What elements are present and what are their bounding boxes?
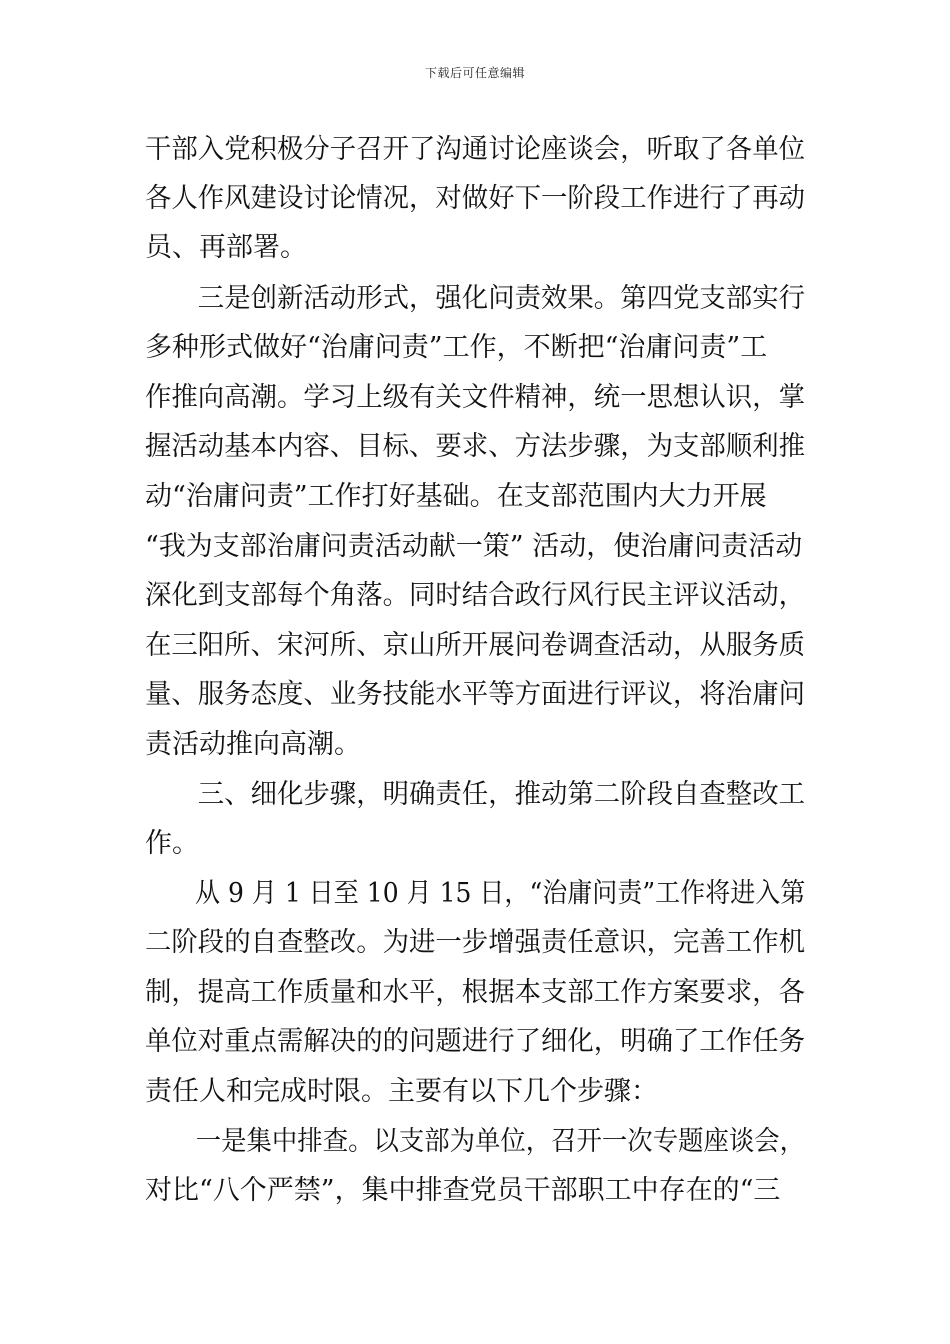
body-line: 三、细化步骤，明确责任，推动第二阶段自查整改工	[145, 779, 805, 810]
body-line: 动“治庸问责”工作打好基础。在支部范围内大力开展	[145, 481, 767, 512]
body-line: 二阶段的自查整改。为进一步增强责任意识，完善工作机	[145, 927, 805, 958]
body-line: 员、再部署。	[145, 232, 307, 263]
body-line: 责活动推向高潮。	[145, 729, 361, 760]
body-line: 多种形式做好“治庸问责”工作，不断把“治庸问责”工	[145, 332, 768, 363]
body-line: 作推向高潮。学习上级有关文件精神，统一思想认识，掌	[145, 382, 805, 413]
body-line: 各人作风建设讨论情况，对做好下一阶段工作进行了再动	[145, 183, 805, 214]
body-line: 作。	[145, 828, 199, 859]
body-line: 在三阳所、宋河所、京山所开展问卷调查活动，从服务质	[145, 630, 805, 661]
body-line: 握活动基本内容、目标、要求、方法步骤，为支部顺利推	[145, 431, 805, 462]
body-line: 对比“八个严禁”，集中排查党员干部职工中存在的“三	[145, 1175, 781, 1206]
body-line: “我为支部治庸问责活动献一策” 活动，使治庸问责活动	[145, 531, 803, 562]
body-line: 从 9 月 1 日至 10 月 15 日，“治庸问责”工作将进入第	[145, 878, 806, 909]
page-header: 下载后可任意编辑	[424, 66, 525, 80]
body-line: 量、服务态度、业务技能水平等方面进行评议，将治庸问	[145, 679, 805, 710]
body-line: 单位对重点需解决的的问题进行了细化，明确了工作任务	[145, 1026, 805, 1057]
body-line: 责任人和完成时限。主要有以下几个步骤：	[145, 1076, 658, 1107]
body-line: 深化到支部每个角落。同时结合政行风行民主评议活动，	[145, 580, 805, 611]
body-line: 干部入党积极分子召开了沟通讨论座谈会，听取了各单位	[145, 134, 805, 165]
body-line: 一是集中排查。以支部为单位，召开一次专题座谈会，	[145, 1126, 805, 1157]
body-line: 三是创新活动形式，强化问责效果。第四党支部实行	[145, 283, 805, 314]
body-line: 制，提高工作质量和水平，根据本支部工作方案要求，各	[145, 977, 805, 1008]
